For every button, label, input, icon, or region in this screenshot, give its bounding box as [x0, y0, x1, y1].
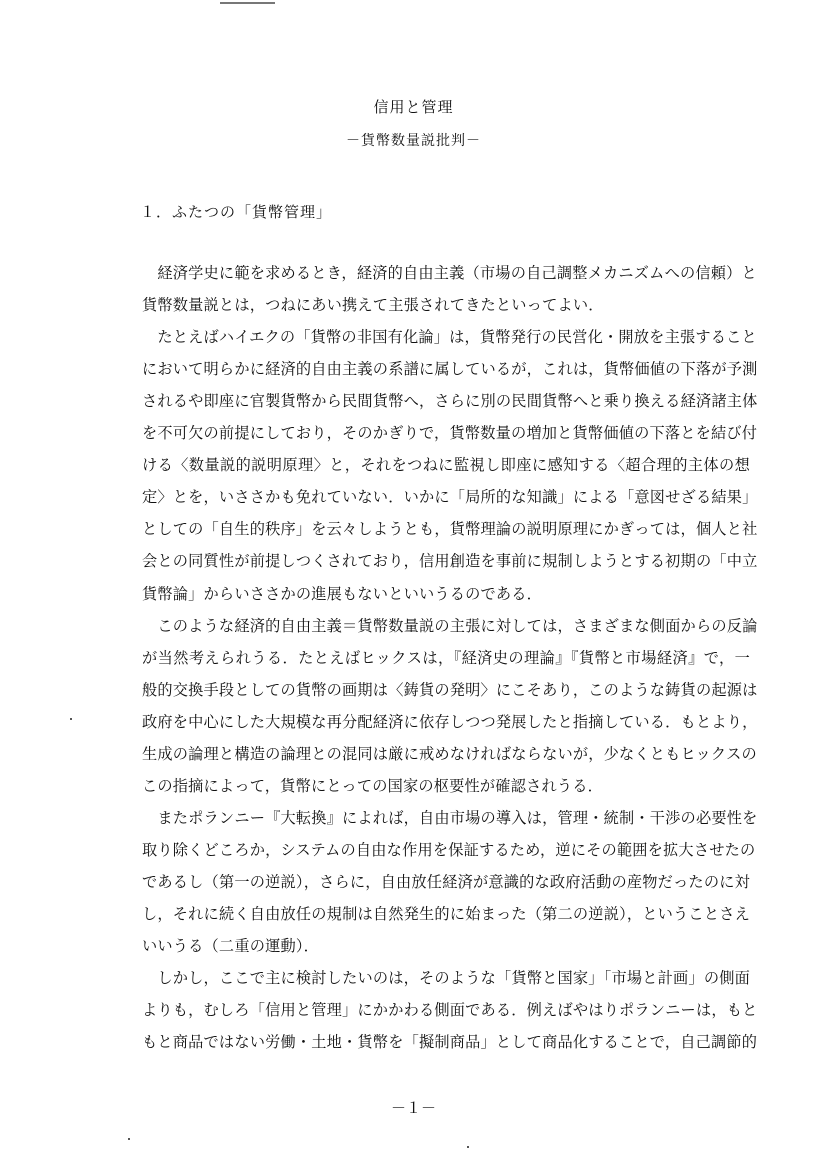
body-line: この指摘によって，貨幣にとっての国家の枢要性が確認されうる． [142, 777, 604, 795]
section-heading: １．ふたつの「貨幣管理」 [140, 203, 333, 221]
body-line: 生成の論理と構造の論理との混同は厳に戒めなければならないが，少なくともヒックスの [142, 745, 757, 763]
body-line: もと商品ではない労働・土地・貨幣を「擬制商品」として商品化することで，自己調節的 [142, 1033, 758, 1051]
body-line: において明らかに経済的自由主義の系譜に属しているが，これは，貨幣価値の下落が予測 [142, 360, 758, 378]
scan-speck [70, 718, 72, 720]
body-line: 経済学史に範を求めるとき，経済的自由主義（市場の自己調整メカニズムへの信頼）と [142, 264, 757, 282]
scan-speck [467, 1146, 469, 1148]
body-line: 取り除くどころか，システムの自由な作用を保証するため，逆にその範囲を拡大させたの [142, 841, 756, 859]
body-line: であるし（第一の逆説），さらに，自由放任経済が意識的な政府活動の産物だったのに対 [142, 873, 750, 891]
body-line: 般的交換手段としての貨幣の画期は〈鋳貨の発明〉にこそあり，このような鋳貨の起源は [142, 681, 758, 699]
document-subtitle: －貨幣数量説批判－ [346, 133, 481, 149]
body-line: 会との同質性が前提しつくされており，信用創造を事前に規制しようとする初期の「中立 [142, 552, 758, 570]
body-line: しかし，ここで主に検討したいのは，そのような「貨幣と国家」「市場と計画」の側面 [142, 969, 750, 987]
body-line: いいうる（二重の運動）． [142, 937, 320, 955]
body-line: が当然考えられうる．たとえばヒックスは，『経済史の理論』『貨幣と市場経済』で，一 [142, 649, 750, 667]
body-line: 貨幣論」からいささかの進展もないといいうるのである． [142, 585, 543, 603]
scan-artifact-top [220, 2, 275, 4]
body-line: としての「自生的秩序」を云々しようとも，貨幣理論の説明原理にかぎっては，個人と社 [142, 520, 758, 538]
body-line: ける〈数量説的説明原理〉と，それをつねに監視し即座に感知する〈超合理的主体の想 [142, 456, 750, 474]
page-number: －１－ [390, 1099, 436, 1117]
document-title: 信用と管理 [373, 98, 454, 116]
scan-speck [128, 1138, 130, 1140]
body-line: し，それに続く自由放任の規制は自然発生的に始まった（第二の逆説），ということさえ [142, 905, 750, 923]
body-line: 政府を中心にした大規模な再分配経済に依存しつつ発展したと指摘している．もとより， [142, 713, 758, 731]
body-line: このような経済的自由主義＝貨幣数量説の主張に対しては，さまざまな側面からの反論 [142, 617, 758, 635]
body-line: たとえばハイエクの「貨幣の非国有化論」は，貨幣発行の民営化・開放を主張すること [142, 328, 757, 346]
body-line: 貨幣数量説とは，つねにあい携えて主張されてきたといってよい． [142, 296, 604, 314]
body-line: されるや即座に官製貨幣から民間貨幣へ，さらに別の民間貨幣へと乗り換える経済諸主体 [142, 392, 758, 410]
body-line: よりも，むしろ「信用と管理」にかかわる側面である．例えばやはりポランニーは，もと [142, 1001, 758, 1019]
body-line: 定〉とを，いささかも免れていない．いかに「局所的な知識」による「意図せざる結果」 [142, 488, 758, 506]
body-line: を不可欠の前提にしており，そのかぎりで，貨幣数量の増加と貨幣価値の下落とを結び付 [142, 424, 758, 442]
body-line: またポランニー『大転換』によれば，自由市場の導入は，管理・統制・干渉の必要性を [142, 809, 758, 827]
